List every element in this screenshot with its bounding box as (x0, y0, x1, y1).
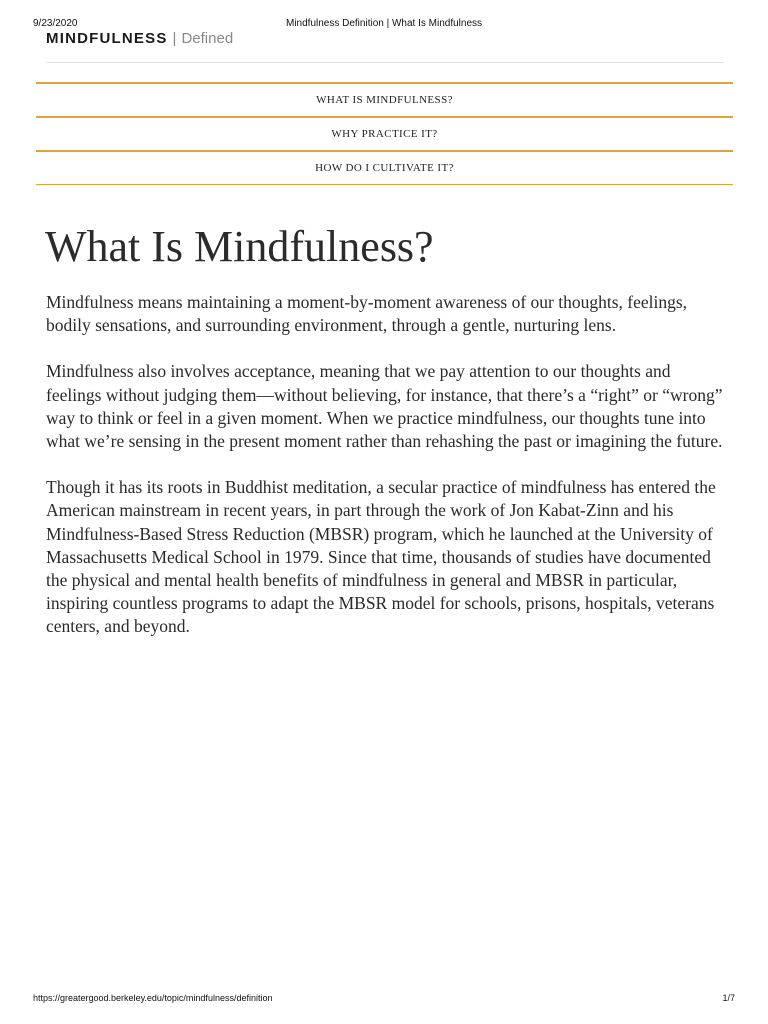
print-date: 9/23/2020 (33, 18, 78, 29)
brand-subtitle: Defined (181, 30, 234, 47)
brand-name: MINDFULNESS (46, 30, 168, 47)
nav-item-how-do-i-cultivate-it[interactable]: HOW DO I CULTIVATE IT? (36, 150, 733, 185)
nav-item-what-is-mindfulness[interactable]: WHAT IS MINDFULNESS? (36, 82, 733, 116)
article-paragraph-1: Mindfulness means maintaining a moment-by-moment awareness of our thoughts, feelings, bodily sensations, and surrounding environment, through a gentle, nurturing lens. (46, 292, 688, 336)
page-title: What Is Mindfulness? (45, 222, 434, 271)
site-brand-logo[interactable] (46, 30, 233, 52)
print-page-number: 1/7 (722, 993, 735, 1003)
article-body (46, 291, 726, 662)
article-paragraph-2: Mindfulness also involves acceptance, meaning that we pay attention to our thoughts and feelings without judging them—without believing, for instance, that there’s a “right” or “wrong” way to think or feel in a given moment. When we practice mindfulness, our thoughts tune into what we’re sensing in the present moment rather than rehashing the past or imagining the future. (46, 361, 723, 452)
brand-divider (46, 62, 724, 63)
topic-nav (36, 82, 733, 185)
print-url: https://greatergood.berkeley.edu/topic/mindfulness/definition (33, 993, 273, 1003)
print-page-title: Mindfulness Definition | What Is Mindfulness (285, 18, 482, 29)
article-paragraph-3: Though it has its roots in Buddhist meditation, a secular practice of mindfulness has entered the American mainstream in recent years, in part through the work of Jon Kabat-Zinn and his Mindfulness-Based Stress Reduction (MBSR) program, which he launched at the University of Massachusetts Medical School in 1979. Since that time, thousands of studies have documented the physical and mental health benefits of mindfulness in general and MBSR in particular, inspiring countless programs to adapt the MBSR model for schools, prisons, hospitals, veterans centers, and beyond. (46, 477, 716, 637)
brand-separator: | (172, 30, 177, 47)
nav-item-why-practice-it[interactable]: WHY PRACTICE IT? (36, 116, 733, 150)
